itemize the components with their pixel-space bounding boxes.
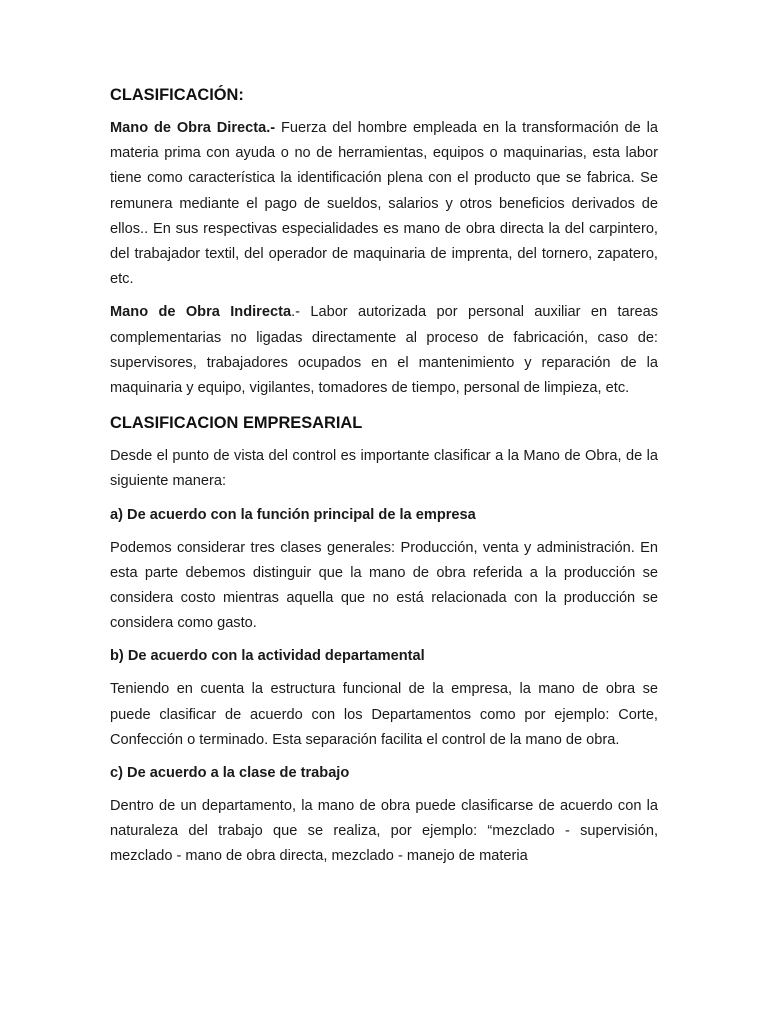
definition-mano-obra-indirecta: .- Labor autorizada por personal auxiliar en tareas complementarias no ligadas directamente al proceso de fabricación, caso de: supervisores, trabajadores ocupados en el mantenimiento y reparación de la maquinaria y equipo, vigilantes, tomadores de tiempo, personal de limpieza, etc.	[110, 304, 659, 397]
term-mano-obra-indirecta: Mano de Obra Indirecta	[110, 304, 292, 321]
section-heading-clasificacion: CLASIFICACIÓN:	[110, 86, 244, 104]
document-page	[110, 81, 658, 878]
subheading-actividad-departamental: b) De acuerdo con la actividad departamental	[110, 648, 425, 665]
paragraph-intro-control: Desde el punto de vista del control es importante clasificar a la Mano de Obra, de la siguiente manera:	[110, 448, 658, 490]
paragraph-mano-obra-directa	[110, 116, 658, 292]
section-heading-clasificacion-empresarial: CLASIFICACION EMPRESARIAL	[110, 414, 363, 433]
subheading-funcion-principal: a) De acuerdo con la función principal de la empresa	[110, 506, 476, 523]
paragraph-actividad-departamental: Teniendo en cuenta la estructura funcional de la empresa, la mano de obra se puede clasificar de acuerdo con los Departamentos como por ejemplo: Corte, Confección o terminado. Esta separación facilita el control de la mano de obra.	[110, 681, 658, 748]
term-mano-obra-directa: Mano de Obra Directa.-	[110, 120, 276, 136]
paragraph-clase-de-trabajo: Dentro de un departamento, la mano de obra puede clasificarse de acuerdo con la naturaleza del trabajo que se realiza, por ejemplo: “mezclado - supervisión, mezclado - mano de obra directa, mezclado - manejo de materia	[110, 798, 658, 865]
definition-mano-obra-directa: Fuerza del hombre empleada en la transformación de la materia prima con ayuda o no de herramientas, equipos o maquinarias, esta labor tiene como característica la identificación plena con el producto que se fabrica. Se remunera mediante el pago de sueldos, salarios y otros beneficios derivados de ellos.. En sus respectivas especialidades es mano de obra directa la del carpintero, del trabajador textil, del operador de maquinaria de imprenta, del tornero, zapatero, etc.	[110, 120, 658, 288]
paragraph-funcion-principal: Podemos considerar tres clases generales: Producción, venta y administración. En esta parte debemos distinguir que la mano de obra referida a la producción se considera costo mientras aquella que no está relacionada con la producción se considera como gasto.	[110, 539, 658, 632]
subheading-clase-de-trabajo: c) De acuerdo a la clase de trabajo	[110, 765, 350, 782]
paragraph-mano-obra-indirecta	[110, 300, 658, 401]
